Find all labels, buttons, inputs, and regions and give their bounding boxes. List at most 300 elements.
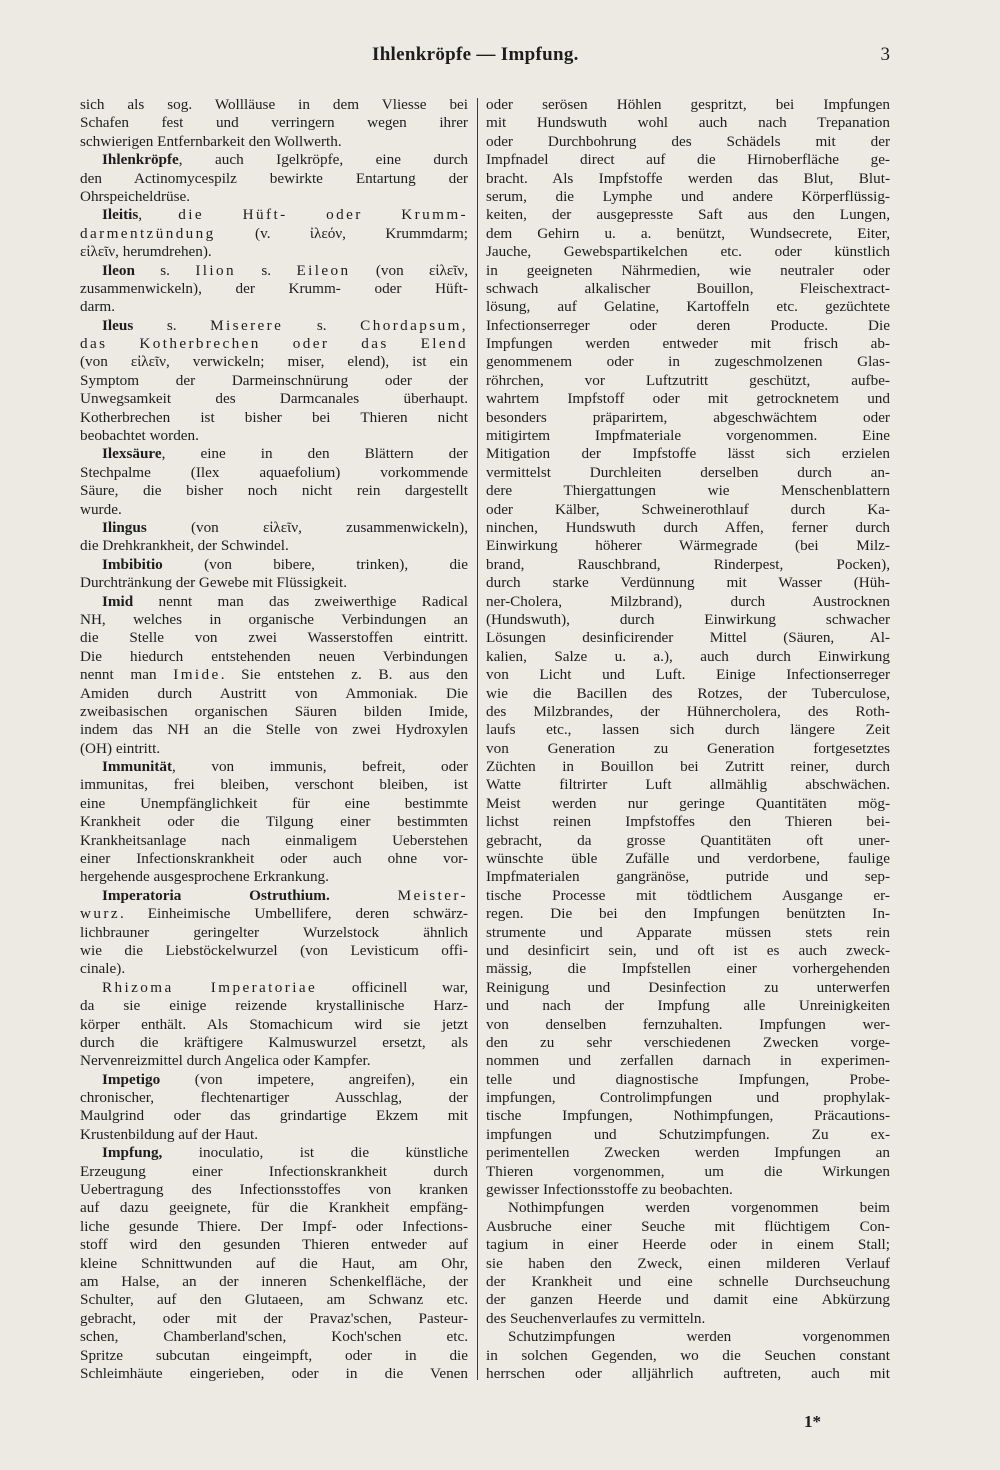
text-line [486,1034,890,1052]
line-segment: Erzeugung einer Infectionskrankheit durch [80,1162,468,1180]
line-segment: körper enthält. Als Stomachicum wird sie jetzt [80,1015,468,1033]
entry-lemma: Ileus [102,316,134,334]
line-segment: oder Kälber, Schweinerothlauf durch Ka- [486,500,890,518]
line-segment: Ausbruche einer Seuche mit flüchtigem Con- [486,1217,890,1235]
line-segment: von denselben fernzuhalten. Impfungen wer- [486,1015,890,1033]
text-line [80,593,468,611]
line-segment: wie die Bacillen des Rotzes, der Tuberculose, [486,684,890,702]
line-segment: durch starke Verdünnung mit Wasser (Hüh- [486,574,890,592]
text-line [80,151,468,169]
line-segment: , eine in den Blättern der [161,445,468,463]
text-line [80,1291,468,1309]
entry-lemma: Impfung, [102,1144,163,1162]
line-segment: (von εἰλεῖν, verwickeln; miser, elend), ist ein [80,353,468,371]
spaced-term: darmentzündung [80,224,216,242]
line-segment: s. [236,261,297,279]
text-line [486,1291,890,1309]
text-line [80,960,468,978]
text-line [486,1218,890,1236]
line-segment: von Generation zu Generation fortgesetztes [486,739,890,757]
entry-lemma: Ileon [102,261,135,279]
text-line [80,1199,468,1217]
text-line [486,427,890,445]
line-segment: Maulgrind oder das grindartige Ekzem mit [80,1107,468,1125]
line-segment: indem das NH an die Stelle von zwei Hydroxylen [80,721,468,739]
line-segment: da sie einige reizende krystallinische Harz- [80,997,468,1015]
line-segment: gewisser Infectionsstoffe zu beobachten. [486,1181,733,1199]
line-segment: wahrtem Impfstoff oder mit getrocknetem und [486,390,890,408]
text-line [80,409,468,427]
text-line [486,758,890,776]
text-line [486,666,890,684]
entry-lemma: Imbibitio [102,555,163,573]
text-line [80,537,468,555]
line-segment: gebracht, oder mit der Pravaz'schen, Pasteur- [80,1309,468,1327]
line-segment: eine Unempfänglichkeit für eine bestimmte [80,794,468,812]
line-segment: cinale). [80,960,126,978]
text-line [486,482,890,500]
text-line [80,1089,468,1107]
text-line [486,317,890,335]
spaced-term: die Hüft- oder Krumm- [178,206,468,224]
spaced-term: Imide [173,666,221,684]
line-segment: lösung, auf Gelatine, Kartoffeln etc. gezüchtete [486,298,890,316]
spaced-term: wurz [80,905,120,923]
text-line [486,445,890,463]
text-line [486,372,890,390]
entry-lemma: Ileitis [102,206,139,224]
text-line [80,924,468,942]
line-segment: ninchen, Hundswuth durch Affen, ferner durch [486,518,890,536]
line-segment: brand, Rauschbrand, Rinderpest, Pocken), [486,555,890,573]
text-line [80,262,468,280]
text-line [80,1034,468,1052]
text-line [486,501,890,519]
line-segment: liche gesunde Thiere. Der Impf- oder Infections- [80,1217,468,1235]
text-line [80,1273,468,1291]
line-segment: (von impetere, angreifen), ein [160,1070,468,1088]
text-line [80,1181,468,1199]
column-divider [477,98,478,1380]
line-segment: Säure, die bisher noch nicht rein dargestellt [80,482,468,500]
text-line [80,372,468,390]
line-segment: bracht. Als Impfstoffe werden das Blut, Blut- [486,169,890,187]
text-line [80,1144,468,1162]
running-head [0,44,1000,74]
text-line [486,243,890,261]
text-line [486,1328,890,1346]
line-segment: Kotherbrechen ist bisher bei Thieren nicht [80,408,468,426]
entry-lemma: Imid [102,592,134,610]
text-line [486,537,890,555]
line-segment: telle und diagnostische Impfungen, Probe- [486,1070,890,1088]
entry-lemma: Ilexsäure [102,445,162,463]
line-segment: officinell war, [317,978,468,996]
line-segment: nennt man das zweiwerthige Radical [133,592,468,610]
text-line [80,776,468,794]
line-segment: , von immunis, befreit, oder [172,758,468,776]
text-line [80,795,468,813]
line-segment: , [138,206,179,224]
line-segment: den zu sehr verschiedenen Zwecken vorge- [486,1033,890,1051]
text-line [80,1016,468,1034]
text-line [80,188,468,206]
text-line [80,942,468,960]
line-segment: und desinficirt sein, und oft ist es auch zweck- [486,941,890,959]
text-line [80,317,468,335]
line-segment: einer Infectionskrankheit oder auch ohne vor- [80,850,468,868]
text-line [80,501,468,519]
text-line [486,335,890,353]
text-line [80,1218,468,1236]
line-segment: Watte filtrirter Luft allmählig abschwächen. [486,776,890,794]
line-segment: Schulter, auf den Glutaeen, am Schwanz etc. [80,1291,468,1309]
right-column [486,96,890,1386]
line-segment: immunitas, frei bleiben, verschont bleiben, ist [80,776,468,794]
text-line [80,832,468,850]
text-line [80,1310,468,1328]
line-segment: (v. ἰλεόν, Krummdarm; [215,224,468,242]
text-line [486,1310,890,1328]
text-line [486,96,890,114]
spaced-term: Ilion [195,261,237,279]
text-line [80,648,468,666]
text-line [486,1126,890,1144]
entry-lemma: Ilingus [102,518,147,536]
line-segment: schwach alkalischer Bouillon, Fleischextract- [486,279,890,297]
line-segment: laufs etc., lassen sich durch längere Zeit [486,721,890,739]
text-line [486,1071,890,1089]
text-line [486,1181,890,1199]
line-segment: serum, die Lymphe und andere Körperflüssig- [486,187,890,205]
line-segment: Lösungen desinficirender Mittel (Säuren, Al- [486,629,890,647]
text-line [486,1107,890,1125]
line-segment: dere Thiergattungen wie Menschenblattern [486,482,890,500]
line-segment: in solchen Gegenden, wo die Seuchen constant [486,1346,890,1364]
line-segment: beobachtet worden. [80,427,199,445]
line-segment: (von εἰλεῖν, [350,261,468,279]
line-segment: auf dazu geeignete, für die Krankheit empfäng- [80,1199,468,1217]
line-segment: zweibasischen organischen Säuren bilden Imide, [80,702,468,720]
line-segment: Uebertragung des Infectionsstoffes von kranken [80,1181,468,1199]
text-line [80,721,468,739]
text-line [486,1144,890,1162]
line-segment: regen. Die bei den Impfungen benützten In- [486,905,890,923]
line-segment: mit Hundswuth wohl auch nach Trepanation [486,114,890,132]
text-line [80,556,468,574]
line-segment: röhrchen, vor Luftzutritt geschützt, aufbe- [486,371,890,389]
text-line [80,813,468,831]
left-column [80,96,468,1386]
text-line [486,740,890,758]
text-line [80,335,468,353]
signature-mark: 1* [804,1412,821,1431]
line-segment: chronischer, flechtenartiger Ausschlag, der [80,1089,468,1107]
line-segment: NH, welches in organische Verbindungen an [80,610,468,628]
line-segment: s. [133,316,211,334]
line-segment: der ganzen Heerde und damit eine Abkürzung [486,1291,890,1309]
text-line [486,813,890,831]
text-line [486,1236,890,1254]
line-segment: Krustenbildung auf der Haut. [80,1125,258,1143]
line-segment: (OH) eintritt. [80,739,161,757]
line-segment: tische Impfungen, Nothimpfungen, Präcautions- [486,1107,890,1125]
line-segment: Züchten in Bouillon bei Zutritt reiner, durch [486,758,890,776]
line-segment: oder serösen Höhlen gespritzt, bei Impfungen [486,96,890,113]
line-segment: schen, Chamberland'schen, Koch'schen etc. [80,1328,468,1346]
text-line [486,188,890,206]
text-line [486,353,890,371]
line-segment: oder Durchbohrung des Schädels mit der [486,132,890,150]
text-line [80,114,468,132]
line-segment: ner-Cholera, Milzbrand), durch Austrocknen [486,592,890,610]
text-line [486,887,890,905]
text-line [486,114,890,132]
line-segment: hergehende ausgesprochene Erkrankung. [80,868,329,886]
text-line [486,298,890,316]
line-segment: . Sie entstehen z. B. aus den [220,666,468,684]
text-line [80,1236,468,1254]
page-number: 3 [880,44,890,65]
entry-lemma: Imperatoria Ostruthium. [102,886,330,904]
line-segment: des Milzbrandes, der Hühnercholera, des Roth- [486,702,890,720]
line-segment: Nothimpfungen werden vorgenommen beim [508,1199,890,1217]
text-line [80,868,468,886]
line-segment: Infectionserreger oder deren Producte. Die [486,316,890,334]
line-segment: durch die kräftigere Kalmuswurzel ersetzt, als [80,1033,468,1051]
line-segment [330,887,398,904]
line-segment: mässig, die Impfstellen einer vorhergehenden [486,960,890,978]
text-line [486,170,890,188]
text-line [80,445,468,463]
text-line [486,1273,890,1291]
text-line [486,721,890,739]
text-line [486,574,890,592]
line-segment: Ohrspeicheldrüse. [80,187,191,205]
line-segment: Einwirkung höherer Wärmegrade (bei Milz- [486,537,890,555]
text-line [486,924,890,942]
line-segment: keiten, der ausgepresste Saft aus den Lungen, [486,206,890,224]
text-line [80,574,468,592]
line-segment: , auch Igelkröpfe, eine durch [178,151,468,169]
text-line [486,960,890,978]
text-line [486,1199,890,1217]
line-segment: tische Processe mit tödtlichem Ausgange er- [486,886,890,904]
line-segment: von Licht und Luft. Einige Infectionserreger [486,666,890,684]
line-segment: εἰλεῖν, herumdrehen). [80,243,212,261]
text-line [486,942,890,960]
text-line [486,519,890,537]
line-segment: Unwegsamkeit des Darmcanales überhaupt. [80,390,468,408]
entry-lemma: Immunität [102,758,173,776]
text-line [80,611,468,629]
line-segment: sich als sog. Wollläuse in dem Vliesse bei [80,96,468,113]
spaced-term: das Kotherbrechen oder das Elend [80,335,468,353]
line-segment: nommen und zerfallen darnach in experimen- [486,1052,890,1070]
text-line [80,353,468,371]
text-line [80,206,468,224]
line-segment: schwierigen Entfernbarkeit den Wollwerth. [80,132,342,150]
line-segment: Symptom der Darmeinschnürung oder der [80,371,468,389]
line-segment: Thieren vorgenommen, um die Wirkungen [486,1162,890,1180]
text-line [486,390,890,408]
line-segment: s. [283,316,361,334]
spaced-term: Rhizoma Imperatoriae [102,978,318,996]
line-segment: Jauche, Gewebspartikelchen etc. oder künstlich [486,243,890,261]
text-line [80,482,468,500]
text-line [80,1347,468,1365]
line-segment: die Stelle von zwei Wasserstoffen eintritt. [80,629,468,647]
text-line [80,243,468,261]
text-line [486,850,890,868]
line-segment: dem Gehirn u. a. benützt, Wundsecrete, Eiter, [486,224,890,242]
line-segment: Mitigation der Impfstoffe lässt sich erzielen [486,445,890,463]
line-segment: kalien, Salze u. a.), auch durch Einwirkung [486,647,890,665]
line-segment: kleine Schnittwunden auf die Haut, am Ohr, [80,1254,468,1272]
text-line [80,280,468,298]
line-segment: Schleimhäute eingerieben, oder in die Venen [80,1364,468,1382]
text-line [486,795,890,813]
text-line [80,1071,468,1089]
line-segment: Impfungen werden entweder mit frisch ab- [486,335,890,353]
line-segment: Stechpalme (Ilex aquaefolium) vorkommende [80,463,468,481]
line-segment: des Seuchenverlaufes zu vermitteln. [486,1309,706,1327]
line-segment: mitigirtem Impfmateriale vorgenommen. Eine [486,427,890,445]
text-line [486,1255,890,1273]
text-line [80,685,468,703]
text-line [486,1089,890,1107]
text-line [80,390,468,408]
line-segment: Spritze subcutan eingeimpft, oder in die [80,1346,468,1364]
text-line [486,611,890,629]
line-segment: zusammenwickeln), der Krumm- oder Hüft- [80,279,468,297]
text-line [486,151,890,169]
text-line [80,703,468,721]
text-line [80,96,468,114]
text-line [486,1052,890,1070]
line-segment: der Krankheit und eine schnelle Durchseuchung [486,1273,890,1290]
line-segment: genommenem oder in zugeschmolzenen Glas- [486,353,890,371]
line-segment: Nervenreizmittel durch Angelica oder Kampfer. [80,1052,371,1070]
line-segment: stoff wird den gesunden Thieren entweder auf [80,1236,468,1254]
line-segment: und nach der Impfung alle Unreinigkeiten [486,997,890,1015]
line-segment: am Halse, an der inneren Schenkelfläche, der [80,1273,468,1290]
text-line [80,850,468,868]
line-segment: Amiden durch Austritt von Ammoniak. Die [80,684,468,702]
spaced-term: Eileon [296,261,351,279]
text-line [80,464,468,482]
line-segment: den Actinomycespilz bewirkte Entartung der [80,169,468,187]
text-line [80,740,468,758]
text-line [486,1016,890,1034]
text-line [486,832,890,850]
text-line [486,133,890,151]
line-segment: darm. [80,298,116,316]
text-line [486,1163,890,1181]
text-line [486,905,890,923]
line-segment: Durchtränkung der Gewebe mit Flüssigkeit. [80,574,347,592]
line-segment: Schafen fest und verringern wegen ihrer [80,114,468,132]
text-line [80,1126,468,1144]
line-segment: nennt man [80,666,174,684]
line-segment: wünschte üble Zufälle und verdorbene, faulige [486,850,890,868]
line-segment: gebracht, da grosse Quantitäten oft uner- [486,831,890,849]
line-segment: s. [134,261,196,279]
text-line [486,280,890,298]
text-line [486,464,890,482]
text-line [486,225,890,243]
text-line [80,298,468,316]
line-segment: besonders präparirtem, abgeschwächtem oder [486,408,890,426]
text-line [486,1347,890,1365]
text-line [486,703,890,721]
text-line [80,666,468,684]
line-segment: impfungen und Schutzimpfungen. Zu ex- [486,1125,890,1143]
text-line [80,758,468,776]
line-segment: wie die Liebstöckelwurzel (von Levisticum offi- [80,941,468,959]
text-line [80,427,468,445]
text-line [80,1255,468,1273]
line-segment: Reinigung und Desinfection zu unterwerfen [486,978,890,996]
spaced-term: Chordapsum, [360,316,468,334]
text-line [486,556,890,574]
entry-lemma: Impetigo [102,1070,161,1088]
text-line [80,170,468,188]
text-line [486,262,890,280]
line-segment: Krankheitsanlage nach einmaligem Ueberstehen [80,831,468,849]
line-segment: (von bibere, trinken), die [162,555,468,573]
line-segment: perimentellen Zwecken werden Impfungen an [486,1144,890,1162]
line-segment: lichbrauner geringelter Wurzelstock ähnlich [80,923,468,941]
line-segment: Impfnadel direct auf die Hirnoberfläche ge- [486,151,890,169]
text-line [80,905,468,923]
line-segment: in geeigneten Nährmedien, wie neutraler oder [486,261,890,279]
text-line [486,979,890,997]
text-line [80,519,468,537]
text-line [486,685,890,703]
text-line [486,648,890,666]
text-line [486,629,890,647]
line-segment: strumente und Apparate müssen stets rein [486,923,890,941]
text-line [80,629,468,647]
text-line [80,1365,468,1383]
line-segment: die Drehkrankheit, der Schwindel. [80,537,289,555]
line-segment: Impfmaterialen gangränöse, putride und sep- [486,868,890,886]
entry-lemma: Ihlenkröpfe [102,151,179,169]
text-line [80,997,468,1015]
line-segment: herrschen oder alljährlich auftreten, auch mit [486,1364,890,1382]
line-segment: Die hiedurch entstehenden neuen Verbindungen [80,647,468,665]
text-line [486,593,890,611]
line-segment: Meist werden nur geringe Quantitäten mög- [486,794,890,812]
text-line [80,887,468,905]
line-segment: wurde. [80,500,122,518]
line-segment: impfungen, Controlimpfungen und prophylak- [486,1089,890,1107]
text-line [80,1052,468,1070]
line-segment: sie haben den Zweck, einen milderen Verlauf [486,1254,890,1272]
line-segment: Schutzimpfungen werden vorgenommen [508,1328,890,1346]
line-segment: vermittelst Durchleiten derselben durch an- [486,463,890,481]
text-line [80,133,468,151]
text-line [486,206,890,224]
line-segment: lichst reinen Impfstoffes den Thieren bei- [486,813,890,831]
line-segment: Krankheit oder die Tilgung einer bestimmten [80,813,468,831]
spaced-term: Meister- [397,886,468,904]
text-line [80,225,468,243]
running-head-title: Ihlenkröpfe — Impfung. [372,44,579,65]
line-segment: (Hundswuth), durch Einwirkung schwacher [486,610,890,628]
line-segment: tagium in einer Heerde oder in einem Stall; [486,1236,890,1254]
